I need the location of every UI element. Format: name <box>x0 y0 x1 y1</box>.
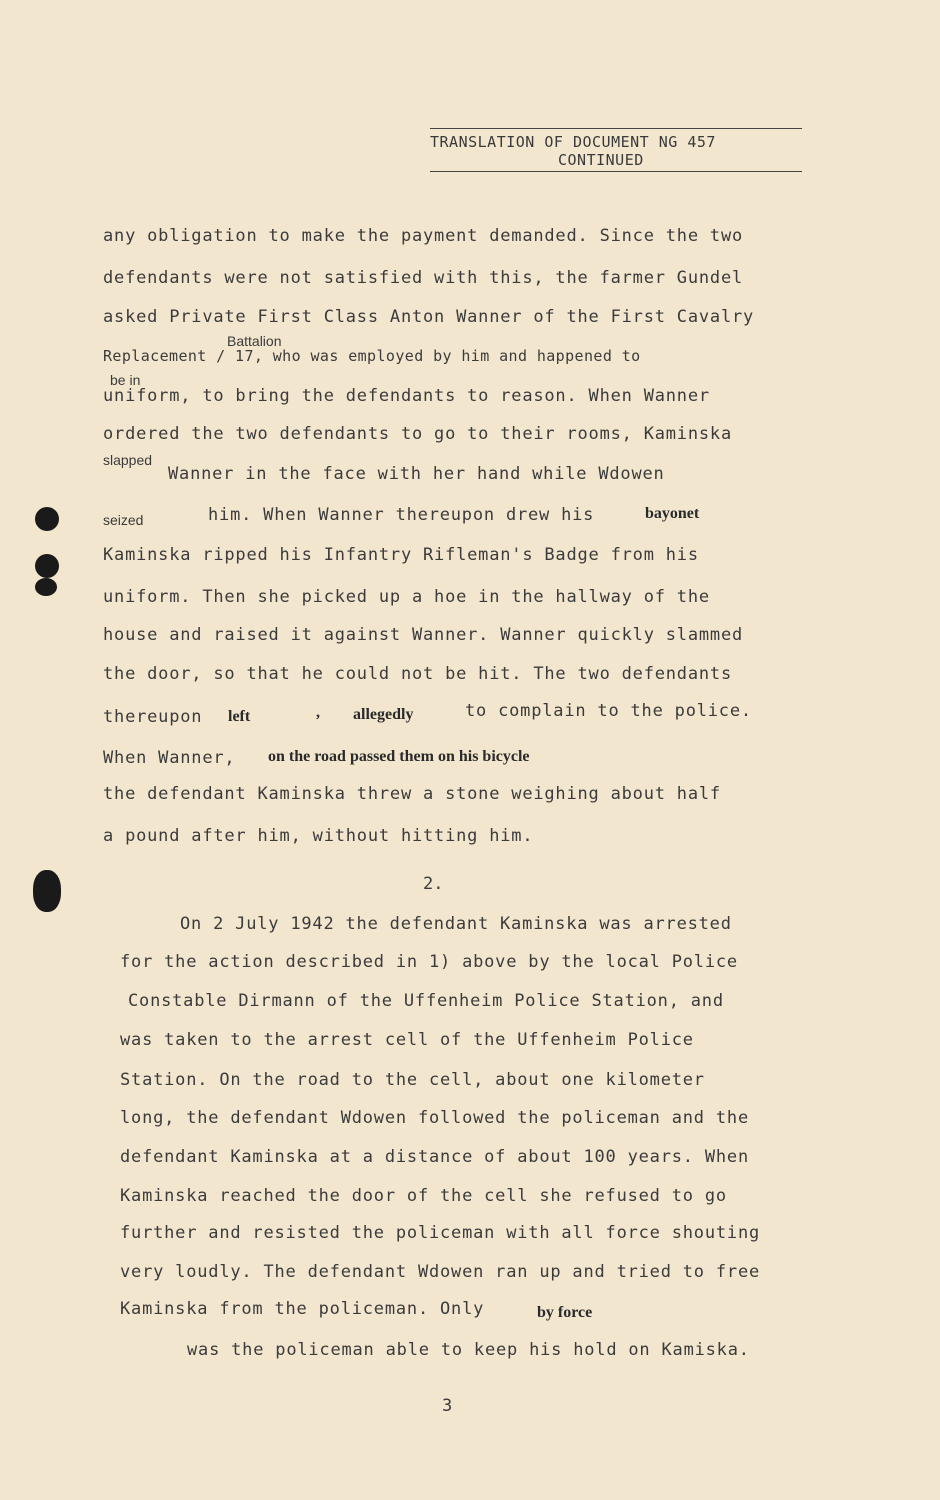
text-line: uniform. Then she picked up a hoe in the hallway of the <box>103 587 710 607</box>
text-line: When Wanner, <box>103 748 236 768</box>
text-line: Constable Dirmann of the Uffenheim Police Station, and <box>128 991 724 1011</box>
header-bottom-rule <box>430 171 802 172</box>
text-line: thereupon <box>103 707 203 727</box>
insert-by-force: by force <box>537 1304 593 1321</box>
text-line: was the policeman able to keep his hold on Kamiska. <box>187 1340 750 1360</box>
text-line: Kaminska reached the door of the cell she refused to go <box>120 1186 727 1206</box>
insert-allegedly: allegedly <box>353 706 414 723</box>
text-line-complain: to complain to the police. <box>465 701 752 721</box>
header-continued: CONTINUED <box>558 151 644 169</box>
insert-on-the-road: on the road passed them on his bicycle <box>268 748 530 765</box>
text-line: was taken to the arrest cell of the Uffenheim Police <box>120 1030 694 1050</box>
text-line: On 2 July 1942 the defendant Kaminska was arrested <box>180 914 732 934</box>
document-header <box>430 128 802 172</box>
text-line: further and resisted the policeman with all force shouting <box>120 1223 761 1243</box>
punch-hole-2 <box>35 554 59 578</box>
punch-hole-1 <box>35 507 59 531</box>
insert-slapped: slapped <box>103 452 153 468</box>
section-2-number: 2. <box>423 874 444 894</box>
text-line: him. When Wanner thereupon drew his <box>208 505 595 525</box>
text-line: the door, so that he could not be hit. The two defendants <box>103 664 732 684</box>
header-title: TRANSLATION OF DOCUMENT NG 457 <box>430 133 716 151</box>
text-line: Station. On the road to the cell, about one kilometer <box>120 1070 705 1090</box>
insert-bayonet: bayonet <box>645 505 700 522</box>
text-line: any obligation to make the payment demanded. Since the two <box>103 226 744 246</box>
page-number: 3 <box>442 1396 453 1416</box>
text-line: Wanner in the face with her hand while Wdowen <box>168 464 665 484</box>
insert-battalion: Battalion <box>227 333 282 349</box>
punch-hole-4 <box>33 870 61 912</box>
text-line: Replacement / 17, who was employed by him and happened to <box>103 347 641 365</box>
text-line: Kaminska ripped his Infantry Rifleman's Badge from his <box>103 545 699 565</box>
text-line: the defendant Kaminska threw a stone weighing about half <box>103 784 721 804</box>
text-line: very loudly. The defendant Wdowen ran up and tried to free <box>120 1262 761 1282</box>
text-line: Kaminska from the policeman. Only <box>120 1299 485 1319</box>
text-line: defendants were not satisfied with this, the farmer Gundel <box>103 268 744 288</box>
text-line: ordered the two defendants to go to their rooms, Kaminska <box>103 424 732 444</box>
text-line: asked Private First Class Anton Wanner of the First Cavalry <box>103 307 755 327</box>
insert-seized: seized <box>103 512 144 528</box>
text-line: house and raised it against Wanner. Wanner quickly slammed <box>103 625 744 645</box>
insert-be-in: be in <box>110 372 141 388</box>
insert-left: left <box>228 708 251 725</box>
text-line: long, the defendant Wdowen followed the policeman and the <box>120 1108 749 1128</box>
text-line: defendant Kaminska at a distance of about 100 years. When <box>120 1147 749 1167</box>
text-line: uniform, to bring the defendants to reason. When Wanner <box>103 386 710 406</box>
text-line: for the action described in 1) above by the local Police <box>120 952 738 972</box>
text-line: a pound after him, without hitting him. <box>103 826 534 846</box>
punch-hole-3 <box>35 578 57 596</box>
insert-comma: , <box>316 704 320 721</box>
